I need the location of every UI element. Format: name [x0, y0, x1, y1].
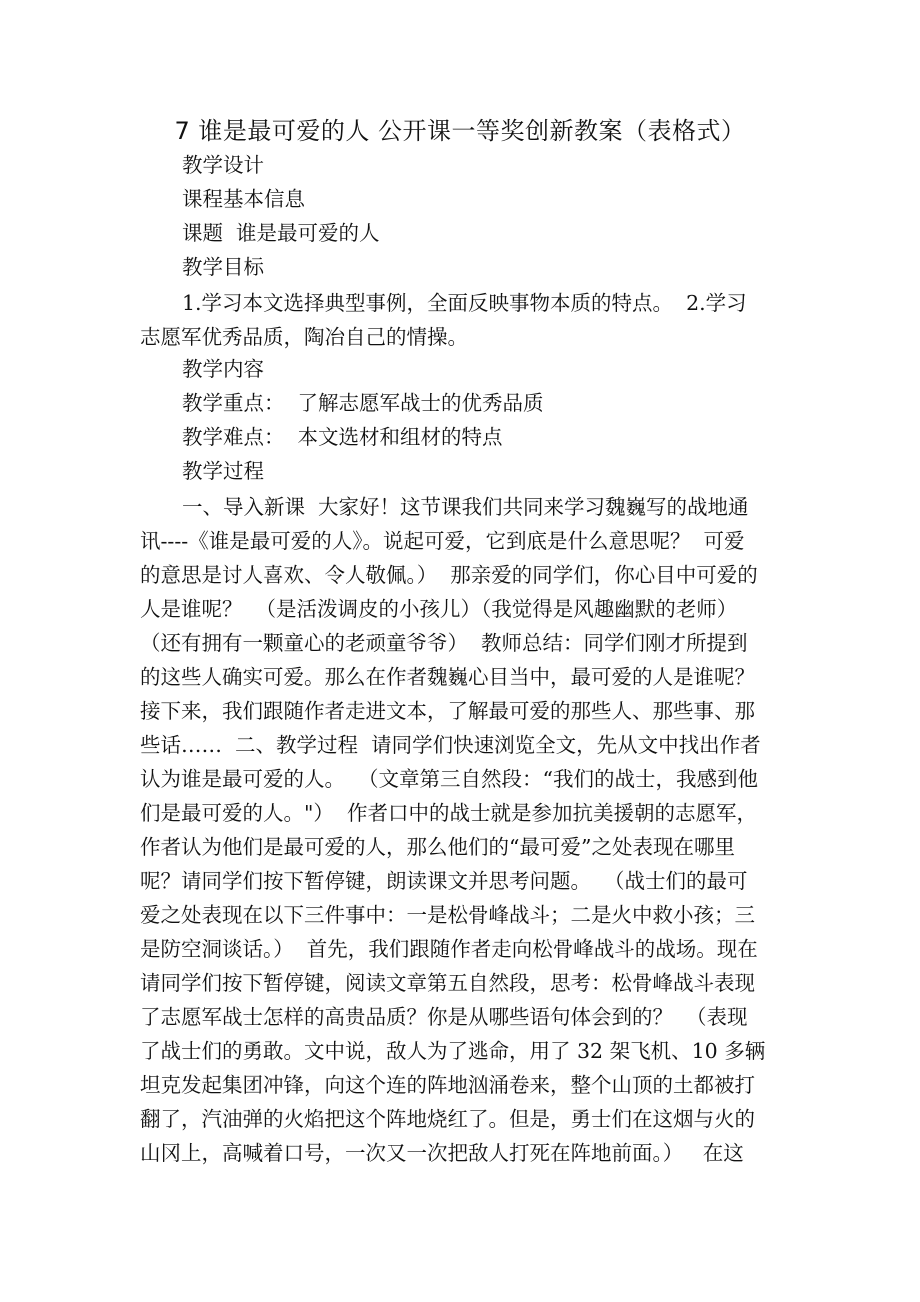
- goals-line-2: 志愿军优秀品质，陶冶自己的情操。: [140, 325, 468, 349]
- paragraph-line: 呢？请同学们按下暂停键，朗读课文并思考问题。 （战士们的最可: [140, 869, 748, 893]
- paragraph-line: 的意思是讨人喜欢、令人敬佩。） 那亲爱的同学们，你心目中可爱的: [140, 563, 758, 587]
- paragraph-line: 翻了，汽油弹的火焰把这个阵地烧红了。但是，勇士们在这烟与火的: [140, 1107, 755, 1131]
- paragraph-line: 接下来，我们跟随作者走进文本，了解最可爱的那些人、那些事、那: [140, 699, 755, 723]
- paragraph-line: 人是谁呢？ （是活泼调皮的小孩儿）（我觉得是风趣幽默的老师）: [140, 597, 738, 621]
- paragraph-line: 些话…… 二、教学过程 请同学们快速浏览全文，先从文中找出作者: [140, 733, 761, 757]
- heading-teaching-goals: 教学目标: [182, 255, 264, 279]
- paragraph-line: 爱之处表现在以下三件事中：一是松骨峰战斗；二是火中救小孩；三: [140, 903, 755, 927]
- paragraph-line: 认为谁是最可爱的人。 （文章第三自然段：“我们的战士，我感到他: [140, 767, 759, 791]
- lesson-topic: 课题 谁是最可爱的人: [182, 221, 380, 245]
- document-title: 7 谁是最可爱的人 公开课一等奖创新教案（表格式）: [174, 117, 746, 145]
- paragraph-line: 了志愿军战士怎样的高贵品质？你是从哪些语句体会到的？ （表现: [140, 1005, 748, 1029]
- paragraph-line: 们是最可爱的人。"） 作者口中的战士就是参加抗美援朝的志愿军，: [140, 801, 757, 825]
- heading-course-info: 课程基本信息: [182, 187, 305, 211]
- paragraph-line: 了战士们的勇敢。文中说，敌人为了逃命，用了 32 架飞机、10 多辆: [140, 1039, 766, 1063]
- paragraph-line: 请同学们按下暂停键，阅读文章第五自然段，思考：松骨峰战斗表现: [140, 971, 755, 995]
- heading-teaching-design: 教学设计: [182, 153, 264, 177]
- paragraph-line: （还有拥有一颗童心的老顽童爷爷） 教师总结：同学们刚才所提到: [140, 631, 748, 655]
- heading-teaching-process: 教学过程: [182, 459, 264, 483]
- paragraph-line: 是防空洞谈话。） 首先，我们跟随作者走向松骨峰战斗的战场。现在: [140, 937, 758, 961]
- paragraph-line: 一、导入新课 大家好！这节课我们共同来学习魏巍写的战地通: [182, 495, 749, 519]
- goals-line-1: 1.学习本文选择典型事例，全面反映事物本质的特点。 2.学习: [182, 291, 747, 315]
- paragraph-line: 的这些人确实可爱。那么在作者魏巍心目当中，最可爱的人是谁呢？: [140, 665, 755, 689]
- heading-teaching-content: 教学内容: [182, 357, 264, 381]
- teaching-difficulty: 教学难点： 本文选材和组材的特点: [182, 425, 503, 449]
- teaching-key-point: 教学重点： 了解志愿军战士的优秀品质: [182, 391, 544, 415]
- paragraph-line: 讯----《谁是最可爱的人》。说起可爱，它到底是什么意思呢？ 可爱: [140, 529, 745, 553]
- paragraph-line: 坦克发起集团冲锋，向这个连的阵地汹涌卷来，整个山顶的土都被打: [140, 1073, 755, 1097]
- paragraph-line: 山冈上，高喊着口号，一次又一次把敌人打死在阵地前面。） 在这: [140, 1141, 744, 1165]
- paragraph-line: 作者认为他们是最可爱的人，那么他们的“最可爱”之处表现在哪里: [140, 835, 735, 859]
